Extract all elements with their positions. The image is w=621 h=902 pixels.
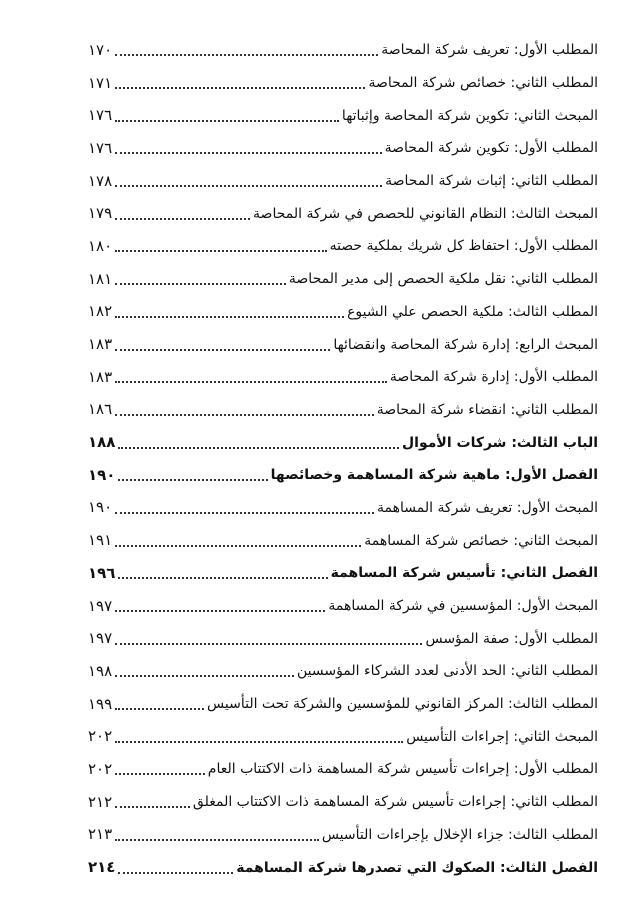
dot-leader (115, 283, 286, 285)
toc-entry-page: ١٨٦ (88, 400, 113, 419)
dot-leader (118, 577, 327, 579)
toc-entry-page: ١٩٩ (88, 694, 113, 713)
toc-entry[interactable] (88, 34, 598, 67)
toc-entry[interactable] (88, 230, 598, 263)
toc-entry-page: ٢١٤ (88, 858, 116, 877)
toc-entry[interactable] (88, 328, 598, 361)
toc-entry-page: ١٨٣ (88, 367, 113, 386)
toc-entry-title: المبحث الأول: تعريف شركة المساهمة (377, 499, 598, 516)
toc-entry-page: ١٩٧ (88, 596, 113, 615)
toc-entry-page: ١٩١ (88, 531, 113, 550)
dot-leader (115, 250, 326, 252)
dot-leader (115, 545, 361, 547)
dot-leader (115, 87, 365, 89)
dot-leader (115, 839, 319, 841)
toc-entry-title: المطلب الثاني: خصائص شركة المحاصة (368, 75, 598, 92)
toc-entry-page: ١٩٨ (88, 661, 113, 680)
dot-leader (115, 741, 403, 743)
toc-entry-page: ٢١٢ (88, 792, 113, 811)
toc-entry-title: الباب الثالث: شركات الأموال (402, 434, 598, 451)
toc-entry-page: ١٨٠ (88, 236, 113, 255)
dot-leader (115, 152, 381, 154)
toc-entry-page: ١٩٠ (88, 498, 113, 517)
toc-entry-title: المبحث الثاني: خصائص شركة المساهمة (364, 532, 598, 549)
toc-entry[interactable] (88, 655, 598, 688)
toc-entry-chapter-heading[interactable] (88, 557, 598, 590)
toc-entry-title: المبحث الرابع: إدارة شركة المحاصة وانقضائها (333, 336, 598, 353)
toc-entry-title: المطلب الثالث: جزاء الإخلال بإجراءات التأسيس (321, 826, 598, 843)
toc-entry-title: المطلب الثاني: إجراءات تأسيس شركة المساهمة ذات الاكتتاب المغلق (192, 794, 598, 811)
toc-entry-page: ١٧٩ (88, 204, 113, 223)
toc-entry[interactable] (88, 165, 598, 198)
toc-entry-title: الفصل الثالث: الصكوك التي تصدرها شركة المساهمة (236, 859, 598, 876)
dot-leader (115, 512, 374, 514)
toc-entry[interactable] (88, 590, 598, 623)
dot-leader (115, 414, 374, 416)
toc-entry-page: ١٨١ (88, 269, 113, 288)
toc-entry-chapter-heading[interactable] (88, 459, 598, 492)
toc-entry[interactable] (88, 296, 598, 329)
toc-entry-title: الفصل الثاني: تأسيس شركة المساهمة (330, 565, 598, 582)
toc-entry-title: المطلب الثالث: المركز القانوني للمؤسسين والشركة تحت التأسيس (207, 696, 598, 713)
toc-entry-page: ١٩٦ (88, 563, 116, 582)
toc-entry-page: ١٧٦ (88, 138, 113, 157)
toc-entry-title: الفصل الأول: ماهية شركة المساهمة وخصائصها (270, 467, 598, 484)
toc-entry[interactable] (88, 720, 598, 753)
toc-entry-title: المبحث الثاني: تكوين شركة المحاصة وإثباتها (341, 107, 598, 124)
dot-leader (118, 479, 267, 481)
dot-leader (115, 349, 330, 351)
toc-entry-page: ١٧٠ (88, 40, 113, 59)
dot-leader (115, 381, 387, 383)
toc-entry[interactable] (88, 263, 598, 296)
toc-entry-page: ١٩٧ (88, 629, 113, 648)
dot-leader (115, 675, 294, 677)
toc-entry-page: ٢٠٢ (88, 727, 113, 746)
toc-entry[interactable] (88, 394, 598, 427)
toc-entry[interactable] (88, 197, 598, 230)
dot-leader (118, 447, 399, 449)
dot-leader (118, 872, 233, 874)
dot-leader (115, 316, 344, 318)
toc-entry[interactable] (88, 524, 598, 557)
toc-entry-page: ١٩٠ (88, 465, 116, 484)
toc-entry-page: ١٧٦ (88, 106, 113, 125)
dot-leader (115, 806, 190, 808)
toc-entry[interactable] (88, 786, 598, 819)
toc-entry-chapter-heading[interactable] (88, 851, 598, 884)
dot-leader (115, 610, 325, 612)
toc-entry-page: ١٨٢ (88, 302, 113, 321)
toc-entry-title: المطلب الثاني: إثبات شركة المحاصة (385, 173, 598, 190)
toc-entry-title: المبحث الثالث: النظام القانوني للحصص في شركة المحاصة (253, 205, 598, 222)
dot-leader (115, 54, 378, 56)
toc-entry[interactable] (88, 753, 598, 786)
toc-entry-title: المبحث الثاني: إجراءات التأسيس (406, 728, 598, 745)
toc-entry[interactable] (88, 622, 598, 655)
toc-entry[interactable] (88, 99, 598, 132)
toc-entry-page: ٢١٣ (88, 825, 113, 844)
toc-entry-title: المطلب الثاني: انقضاء شركة المحاصة (376, 401, 598, 418)
dot-leader (115, 185, 382, 187)
toc-entry-title: المطلب الأول: تعريف شركة المحاصة (381, 42, 598, 59)
toc-entry-page: ١٧٨ (88, 171, 113, 190)
toc-entry-title: المطلب الأول: صفة المؤسس (425, 630, 598, 647)
toc-entry[interactable] (88, 361, 598, 394)
table-of-contents (88, 34, 598, 884)
toc-entry[interactable] (88, 67, 598, 100)
toc-entry-title: المطلب الأول: احتفاظ كل شريك بملكية حصته (329, 238, 598, 255)
toc-entry-page: ١٨٣ (88, 335, 113, 354)
toc-entry-title: المبحث الأول: المؤسسين في شركة المساهمة (328, 598, 598, 615)
toc-entry[interactable] (88, 688, 598, 721)
toc-entry-title: المطلب الثاني: الحد الأدنى لعدد الشركاء المؤسسين (296, 663, 598, 680)
dot-leader (115, 773, 205, 775)
toc-entry-page: ١٨٨ (88, 433, 116, 452)
toc-entry-page: ١٧١ (88, 73, 113, 92)
toc-entry-page: ٢٠٢ (88, 759, 113, 778)
dot-leader (115, 708, 204, 710)
dot-leader (115, 218, 250, 220)
dot-leader (115, 120, 339, 122)
toc-entry-title: المطلب الأول: تكوين شركة المحاصة (384, 140, 598, 157)
dot-leader (115, 643, 422, 645)
toc-entry[interactable] (88, 492, 598, 525)
toc-entry-title: المطلب الأول: إدارة شركة المحاصة (389, 369, 598, 386)
toc-entry-title: المطلب الأول: إجراءات تأسيس شركة المساهمة ذات الاكتتاب العام (207, 761, 598, 778)
toc-entry-title: المطلب الثالث: ملكية الحصص علي الشيوع (347, 303, 598, 320)
toc-entry-part-heading[interactable] (88, 426, 598, 459)
toc-entry[interactable] (88, 819, 598, 852)
toc-entry-title: المطلب الثاني: نقل ملكية الحصص إلى مدير المحاصة (288, 271, 598, 288)
toc-entry[interactable] (88, 132, 598, 165)
